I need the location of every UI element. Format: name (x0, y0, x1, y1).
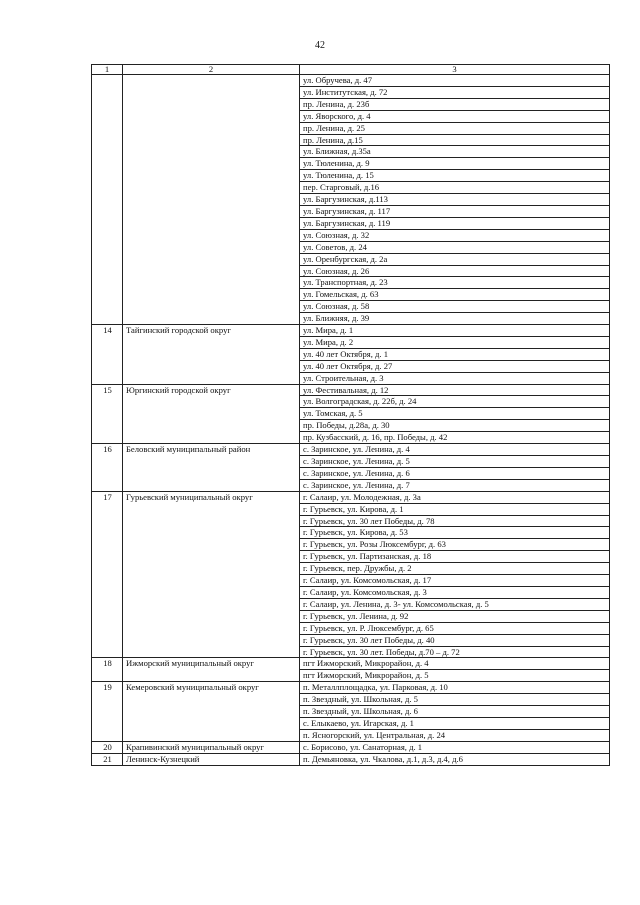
page-number: 42 (315, 40, 325, 51)
address-cell: ул. Оренбургская, д. 2а (300, 253, 610, 265)
row-number-cell (92, 75, 123, 325)
address-cell: ул. 40 лет Октября, д. 1 (300, 348, 610, 360)
table-row (92, 444, 610, 456)
address-cell: г. Гурьевск, ул. 30 лет Победы, д. 40 (300, 634, 610, 646)
address-cell: ул. Баргузинская, д. 117 (300, 205, 610, 217)
address-table (91, 64, 610, 766)
address-cell: г. Гурьевск, ул. Р. Люксембург, д. 65 (300, 622, 610, 634)
address-cell: г. Гурьевск, ул. Ленина, д. 92 (300, 610, 610, 622)
address-cell: пгт Ижморский, Микрорайон, д. 5 (300, 670, 610, 682)
row-number-cell: 18 (92, 658, 123, 682)
address-cell: г. Салаир, ул. Ленина, д. 3- ул. Комсомольская, д. 5 (300, 598, 610, 610)
municipality-cell: Кемеровский муниципальный округ (123, 682, 300, 742)
table-row (92, 384, 610, 396)
table-header-row (92, 65, 610, 75)
municipality-cell: Ижморский муниципальный округ (123, 658, 300, 682)
address-cell: ул. Строительная, д. 3 (300, 372, 610, 384)
address-cell: п. Демьяновка, ул. Чкалова, д.1, д.3, д.4, д.6 (300, 753, 610, 765)
address-cell: пр. Ленина, д. 25 (300, 122, 610, 134)
address-cell: ул. Мира, д. 1 (300, 325, 610, 337)
table-row (92, 658, 610, 670)
address-cell: г. Салаир, ул. Молодежная, д. 3а (300, 491, 610, 503)
address-cell: с. Заринское, ул. Ленина, д. 7 (300, 479, 610, 491)
column-header-municipality: 2 (123, 65, 300, 75)
address-cell: пр. Ленина, д. 23б (300, 98, 610, 110)
row-number-cell: 21 (92, 753, 123, 765)
address-cell: ул. Советов, д. 24 (300, 241, 610, 253)
table-row (92, 741, 610, 753)
address-table-body (92, 65, 610, 766)
address-cell: ул. Обручева, д. 47 (300, 75, 610, 87)
address-cell: п. Звездный, ул. Школьная, д. 6 (300, 706, 610, 718)
table-row (92, 325, 610, 337)
address-cell: п. Ясногорский, ул. Центральная, д. 24 (300, 729, 610, 741)
municipality-cell (123, 75, 300, 325)
address-cell: ул. Баргузинская, д. 119 (300, 217, 610, 229)
address-cell: ул. Ближняя, д. 39 (300, 313, 610, 325)
table-row (92, 753, 610, 765)
table-row (92, 491, 610, 503)
address-cell: ул. Мира, д. 2 (300, 336, 610, 348)
municipality-cell: Юргинский городской округ (123, 384, 300, 444)
address-cell: г. Салаир, ул. Комсомольская, д. 17 (300, 575, 610, 587)
address-cell: пр. Кузбасский, д. 16, пр. Победы, д. 42 (300, 432, 610, 444)
address-cell: ул. Союзная, д. 58 (300, 301, 610, 313)
address-cell: г. Салаир, ул. Комсомольская, д. 3 (300, 586, 610, 598)
address-cell: ул. Гомельская, д. 63 (300, 289, 610, 301)
address-cell: ул. Транспортная, д. 23 (300, 277, 610, 289)
column-header-number: 1 (92, 65, 123, 75)
address-cell: ул. Союзная, д. 32 (300, 229, 610, 241)
address-cell: ул. Яворского, д. 4 (300, 110, 610, 122)
address-cell: с. Борисово, ул. Санаторная, д. 1 (300, 741, 610, 753)
address-cell: ул. Тюленина, д. 15 (300, 170, 610, 182)
row-number-cell: 20 (92, 741, 123, 753)
address-cell: г. Гурьевск, ул. Розы Люксембург, д. 63 (300, 539, 610, 551)
address-cell: пер. Старговый, д.16 (300, 182, 610, 194)
address-cell: г. Гурьевск, пер. Дружбы, д. 2 (300, 563, 610, 575)
row-number-cell: 15 (92, 384, 123, 444)
municipality-cell: Беловский муниципальный район (123, 444, 300, 492)
address-cell: ул. Волгоградская, д. 22б, д. 24 (300, 396, 610, 408)
table-row (92, 75, 610, 87)
address-cell: ул. Институтская, д. 72 (300, 86, 610, 98)
address-cell: ул. 40 лет Октября, д. 27 (300, 360, 610, 372)
row-number-cell: 19 (92, 682, 123, 742)
address-cell: ул. Тюленина, д. 9 (300, 158, 610, 170)
address-cell: г. Гурьевск, ул. Кирова, д. 1 (300, 503, 610, 515)
address-cell: ул. Ближная, д.35а (300, 146, 610, 158)
address-cell: г. Гурьевск, ул. 30 лет. Победы, д.70 – д. 72 (300, 646, 610, 658)
municipality-cell: Гурьевский муниципальный округ (123, 491, 300, 658)
address-cell: г. Гурьевск, ул. Кирова, д. 53 (300, 527, 610, 539)
column-header-address: 3 (300, 65, 610, 75)
address-cell: ул. Баргузинская, д.113 (300, 194, 610, 206)
municipality-cell: Тайгинский городской округ (123, 325, 300, 385)
address-cell: г. Гурьевск, ул. Партизанская, д. 18 (300, 551, 610, 563)
address-cell: с. Заринское, ул. Ленина, д. 6 (300, 467, 610, 479)
address-cell: ул. Союзная, д. 26 (300, 265, 610, 277)
municipality-cell: Ленинск-Кузнецкий (123, 753, 300, 765)
address-cell: ул. Томская, д. 5 (300, 408, 610, 420)
address-cell: пр. Победы, д.28а, д. 30 (300, 420, 610, 432)
address-cell: п. Металлплощадка, ул. Парковая, д. 10 (300, 682, 610, 694)
table-row (92, 682, 610, 694)
address-cell: г. Гурьевск, ул. 30 лет Победы, д. 78 (300, 515, 610, 527)
address-cell: пр. Ленина, д.15 (300, 134, 610, 146)
address-cell: с. Заринское, ул. Ленина, д. 5 (300, 456, 610, 468)
row-number-cell: 16 (92, 444, 123, 492)
address-cell: п. Звездный, ул. Школьная, д. 5 (300, 694, 610, 706)
municipality-cell: Крапивинский муниципальный округ (123, 741, 300, 753)
row-number-cell: 14 (92, 325, 123, 385)
address-cell: с. Елыкаево, ул. Игарская, д. 1 (300, 717, 610, 729)
address-cell: пгт Ижморский, Микрорайон, д. 4 (300, 658, 610, 670)
row-number-cell: 17 (92, 491, 123, 658)
address-cell: с. Заринское, ул. Ленина, д. 4 (300, 444, 610, 456)
address-cell: ул. Фестивальная, д. 12 (300, 384, 610, 396)
